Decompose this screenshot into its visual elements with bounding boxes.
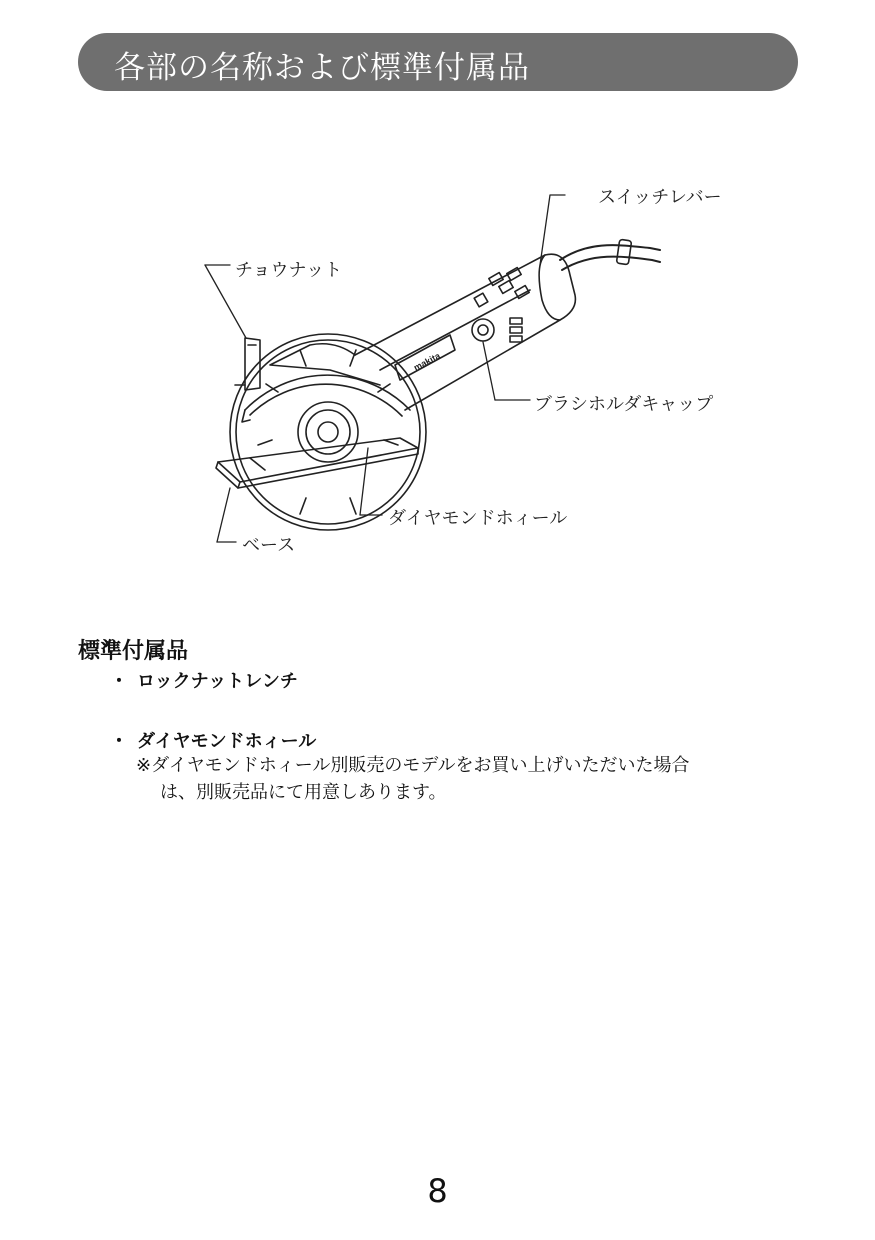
accessory-item <box>110 727 316 753</box>
accessory-note-line-2: は、別販売品にて用意しあります。 <box>160 782 447 803</box>
bullet-mark: ・ <box>110 731 128 752</box>
bullet-mark: ・ <box>110 671 128 692</box>
tool-diagram <box>150 170 750 570</box>
page-title: 各部の名称および標準付属品 <box>114 50 530 86</box>
accessory-label: ダイヤモンドホィール <box>137 731 317 752</box>
accessory-item <box>110 667 298 693</box>
label-wing-nut: チョウナット <box>235 260 343 281</box>
label-base: ベース <box>242 535 296 556</box>
label-brush-holder-cap: ブラシホルダキャップ <box>534 394 714 415</box>
accessories-heading: 標準付属品 <box>78 639 189 664</box>
label-switch-lever: スイッチレバー <box>598 187 722 208</box>
label-diamond-wheel: ダイヤモンドホィール <box>388 508 568 529</box>
accessory-note-line-1: ※ダイヤモンドホィール別販売のモデルをお買い上げいただいた場合 <box>136 755 690 776</box>
brand-logo: makita <box>411 350 442 373</box>
page-number: 8 <box>427 1172 448 1210</box>
title-bar <box>78 33 798 91</box>
accessory-label: ロックナットレンチ <box>137 671 298 692</box>
